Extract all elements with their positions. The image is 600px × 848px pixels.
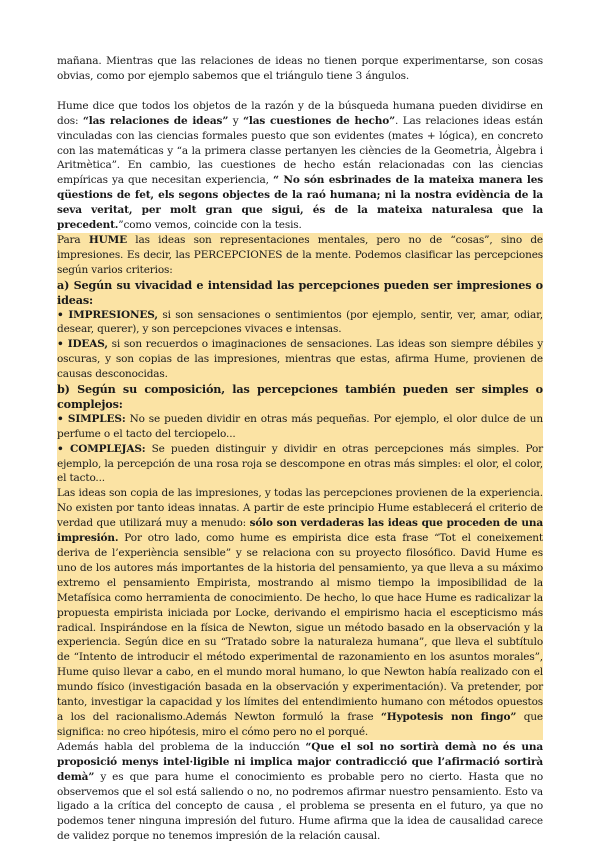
heading-composicion: b) Según su composición, las percepciones también pueden ser simples o complejos: bbox=[57, 382, 543, 411]
item-label: • SIMPLES: bbox=[57, 412, 126, 425]
paragraph-objects-of-reason bbox=[57, 99, 543, 233]
text-run: ”como vemos, coincide con la tesis. bbox=[118, 219, 302, 232]
text-run: Las ideas son copia de las impresiones, y todas las percepciones provienen de la experiencia. No existen por tanto ideas innatas. A partir de este principio Hume establecerá el criterio de verdad que utilizará muy a menudo: bbox=[57, 487, 543, 530]
paragraph-copies-of-impressions bbox=[57, 486, 543, 739]
text-run: Para bbox=[57, 233, 89, 246]
text-run: y es que para hume el conocimiento es probable pero no cierto. Hasta que no observemos que el sol está saliendo o no, no podremos afirmar nuestro pensamiento. Esto va ligado a la crítica del concepto de causa , el problema se presenta en el futuro, ya que no podemos tener ninguna impresión del futuro. Hume afirma que la idea de causalidad carece de validez porque no tenemos impresión de la relación causal. bbox=[57, 770, 543, 843]
paragraph-gap bbox=[57, 84, 543, 99]
item-text: Se pueden distinguir y dividir en otras percepciones más simples. Por ejemplo, la percepción de una rosa roja se descompone en otras más simples: el olor, el color, el tacto... bbox=[57, 442, 543, 485]
text-run: Hume dice que todos los objetos de la razón y de la búsqueda humana pueden dividirse en dos: bbox=[57, 99, 543, 127]
item-label: • IDEAS, bbox=[57, 338, 108, 351]
text-run: Por otro lado, como hume es empirista dice esta frase “Tot el coneixement deriva de l’experiència sensible” y se relaciona con su proyecto filosófico. David Hume es uno de los autores más importantes de la historia del pensamiento, ya que lleva a su máximo extremo el pensamiento Empirista, mostrando al mismo tiempo la imposibilidad de la Metafísica como herramienta de conocimiento. De hecho, lo que hace Hume es radicalizar la propuesta empirista iniciada por Locke, derivando el empirismo hacia el escepticismo más radical. Inspirándose en la física de Newton, sigue un método basado en la observación y la experiencia. Según dice en su “Tratado sobre la naturaleza humana”, que lleva el subtítulo de “Intento de introducir el método experimental de razonamiento en los asuntos morales”, Hume quiso llevar a cabo, en el mundo moral humano, lo que Newton había realizado con el mundo físico (investigación basada en la observación y experimentación). Va pretender, por tanto, investigar la capacidad y los límites del entendimiento humano con métodos opuestos a los del racionalismo.Además Newton formuló la frase bbox=[57, 532, 543, 723]
item-text: si son sensaciones o sentimientos (por ejemplo, sentir, ver, amar, odiar, desear, querer), y son percepciones vivaces e intensas. bbox=[57, 308, 543, 336]
paragraph-induction bbox=[57, 740, 543, 844]
list-item-simples bbox=[57, 412, 543, 442]
text-run: las ideas son representaciones mentales, pero no de “cosas”, sino de impresiones. Es decir, las PERCEPCIONES de la mente. Podemos clasificar las percepciones según varios criterios: bbox=[57, 233, 543, 276]
bold-hypotesis: “Hypotesis non fingo” bbox=[380, 710, 517, 723]
text-run: Además habla del problema de la inducción bbox=[57, 740, 306, 753]
list-item-ideas bbox=[57, 337, 543, 382]
paragraph-hume-ideas bbox=[57, 233, 543, 278]
page-content bbox=[57, 54, 543, 844]
bold-cuestiones-hecho: “las cuestiones de hecho” bbox=[243, 114, 396, 127]
bold-verdaderas: sólo son verdaderas las ideas que proceden de una impresión. bbox=[57, 517, 543, 545]
item-text: si son recuerdos o imaginaciones de sensaciones. Las ideas son siempre débiles y oscuras, y son copias de las impresiones, mientras que estas, afirma Hume, provienen de causas desconocidas. bbox=[57, 338, 544, 381]
bold-hume: HUME bbox=[88, 233, 127, 246]
item-text: No se pueden dividir en otras más pequeñas. Por ejemplo, el olor dulce de un perfume o el tacto del terciopelo... bbox=[57, 412, 543, 440]
bold-relaciones-ideas: “las relaciones de ideas” bbox=[82, 114, 229, 127]
highlighted-block-perceptions bbox=[57, 233, 543, 486]
bold-catalan-quote: “ No són esbrinades de la mateixa manera les qüestions de fet, els segons objectes de la raó humana; ni la nostra evidència de la seva veritat, per molt gran que sigui, és de la mateixa naturalesa que la precedent. bbox=[57, 174, 543, 232]
list-item-complejas bbox=[57, 442, 543, 487]
list-item-impresiones bbox=[57, 308, 543, 338]
item-label: • COMPLEJAS: bbox=[57, 442, 146, 455]
item-label: • IMPRESIONES, bbox=[57, 308, 158, 321]
text-run: . Las relaciones ideas están vinculadas con las ciencias formales puesto que son evidentes (mates + lógica), en concreto con las matemáticas y “a la primera classe pertanyen les ciències de la Geometria, Àlgebra i Aritmètica”. En cambio, las cuestiones de hecho están relacionadas con las ciencias empíricas ya que necesitan experiencia, bbox=[57, 114, 543, 187]
bold-sol-quote: “Que el sol no sortirà demà no és una proposició menys intel·ligible ni implica major contradicció que l’afirmació sortirà demà” bbox=[57, 740, 543, 783]
intro-paragraph: mañana. Mientras que las relaciones de ideas no tienen porque experimentarse, son cosas obvias, como por ejemplo sabemos que el triángulo tiene 3 ángulos. bbox=[57, 55, 543, 82]
text-run: y bbox=[228, 114, 244, 127]
heading-vivacidad: a) Según su vivacidad e intensidad las percepciones pueden ser impresiones o ideas: bbox=[57, 277, 543, 307]
text-run: que significa: no creo hipótesis, miro el cómo pero no el porqué. bbox=[57, 710, 543, 738]
